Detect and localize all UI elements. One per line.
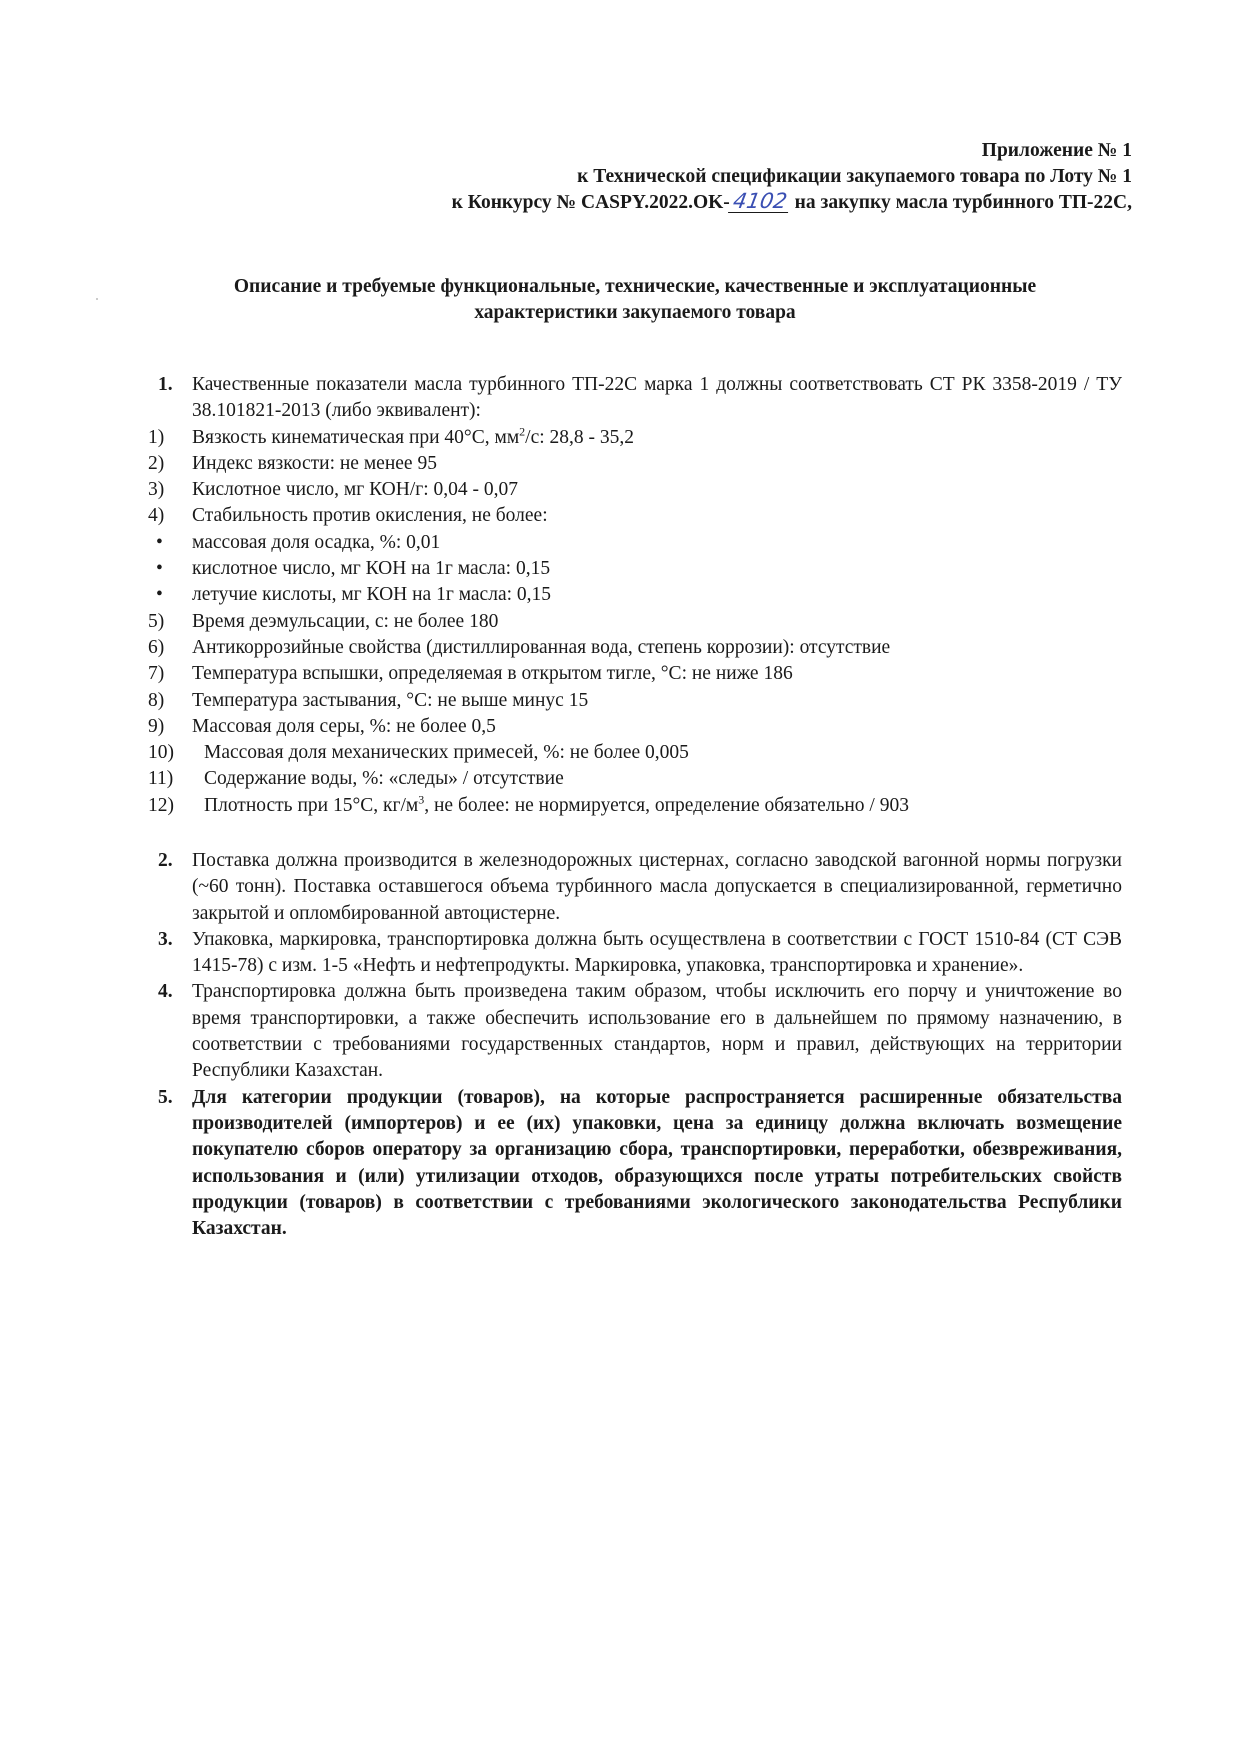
spec-text-main: Время деэмульсации, с: не более 180 (192, 610, 499, 632)
handwritten-number: 4102 (728, 190, 792, 213)
spec-text (192, 714, 1122, 740)
spec-number: 7) (148, 663, 165, 685)
header-line-2: к Технической спецификации закупаемого товара по Лоту № 1 (577, 166, 1132, 187)
spec-text (192, 477, 1122, 503)
spec-list (148, 740, 1122, 819)
bullet-list (148, 530, 1122, 609)
spec-list (148, 609, 1122, 740)
spec-text (192, 609, 1122, 635)
spec-text-main: Температура застывания, °С: не выше минус 15 (192, 689, 589, 711)
spec-superscript: 2 (519, 424, 526, 439)
list-item (148, 1085, 1122, 1243)
requirements-section (148, 848, 1122, 1242)
spec-item (148, 451, 1122, 477)
spec-text (204, 740, 1122, 766)
spec-item (148, 740, 1122, 766)
bullet-item (148, 556, 1122, 582)
bullet-text: летучие кислоты, мг КОН на 1г масла: 0,15 (192, 584, 552, 606)
item-text: Для категории продукции (товаров), на которые распространяется расширенные обязательства производителей (импортеров) и ее (их) упаковки, цена за единицу должна включать возмещение покупателю сборов оператору за организацию сбора, транспортировки, переработки, обезвреживания, использования и (или) утилизации отходов, образующихся после утраты потребительских свойств продукции (товаров) в соответствии с требованиями экологического законодательства Республики Казахстан. (192, 1086, 1122, 1240)
spec-list (148, 425, 1122, 530)
spec-text (192, 661, 1122, 687)
spec-number: 4) (148, 505, 165, 527)
spec-item (148, 793, 1122, 819)
spec-number: 10) (148, 742, 174, 764)
spec-item (148, 766, 1122, 792)
spec-number: 5) (148, 610, 165, 632)
spec-text-main: Массовая доля серы, %: не более 0,5 (192, 715, 496, 737)
item-number: 4. (158, 981, 173, 1003)
item-number: 5. (158, 1086, 173, 1108)
header-line-3-suffix: на закупку масла турбинного ТП-22С, (789, 192, 1132, 213)
spec-text-main: Кислотное число, мг КОН/г: 0,04 - 0,07 (192, 479, 519, 501)
spec-number: 12) (148, 794, 174, 816)
scan-speck (96, 298, 98, 300)
list-item (148, 848, 1122, 927)
spec-text-tail: /с: 28,8 - 35,2 (525, 426, 635, 448)
bullet-icon: • (156, 531, 163, 553)
spec-text-main: Индекс вязкости: не менее 95 (192, 452, 437, 474)
spec-text-tail: , не более: не нормируется, определение обязательно / 903 (424, 794, 909, 816)
spec-item (148, 477, 1122, 503)
spec-superscript: 3 (418, 792, 425, 807)
spec-item (148, 714, 1122, 740)
spec-text (192, 688, 1122, 714)
spec-number: 11) (148, 768, 174, 790)
bullet-text: кислотное число, мг КОН на 1г масла: 0,15 (192, 558, 551, 580)
spec-text-main: Антикоррозийные свойства (дистиллированная вода, степень коррозии): отсутствие (192, 636, 891, 658)
title-line-1: Описание и требуемые функциональные, технические, качественные и эксплуатационные (233, 276, 1037, 297)
item-text: Упаковка, маркировка, транспортировка должна быть осуществлена в соответствии с ГОСТ 1510-84 (СТ СЭВ 1415-78) с изм. 1-5 «Нефть и нефтепродукты. Маркировка, упаковка, транспортировка и хранение». (192, 928, 1122, 977)
spec-text (192, 503, 1122, 529)
spec-text (204, 766, 1122, 792)
spec-item (148, 425, 1122, 451)
header-line-1: Приложение № 1 (981, 140, 1132, 161)
header-line-3 (452, 190, 1132, 216)
bullet-text: массовая доля осадка, %: 0,01 (192, 531, 441, 553)
item-number: 2. (158, 850, 173, 871)
item-text: Поставка должна производится в железнодорожных цистернах, согласно заводской вагонной нормы погрузки (~60 тонн). Поставка оставшегося объема турбинного масла допускается в специализированной, герметично закрытой и опломбированной автоцистерне. (192, 850, 1122, 924)
spec-number: 8) (148, 689, 165, 711)
spec-text-main: Содержание воды, %: «следы» / отсутствие (204, 768, 564, 790)
title-line-2: характеристики закупаемого товара (474, 302, 796, 323)
bullet-icon: • (156, 558, 163, 580)
spec-number: 9) (148, 715, 165, 737)
spec-text (204, 793, 1122, 819)
item-number: 1. (158, 374, 173, 395)
spec-text-main: Вязкость кинематическая при 40°С, мм (192, 426, 520, 448)
spec-item (148, 503, 1122, 529)
spec-number: 2) (148, 452, 165, 474)
list-item (148, 372, 1122, 425)
spec-number: 1) (148, 426, 165, 448)
bullet-icon: • (156, 584, 163, 606)
list-item (148, 979, 1122, 1084)
bullet-item (148, 530, 1122, 556)
spec-item (148, 688, 1122, 714)
spec-text-main: Стабильность против окисления, не более: (192, 505, 548, 527)
item-number: 3. (158, 928, 173, 950)
item-text: Качественные показатели масла турбинного ТП-22С марка 1 должны соответствовать СТ РК 3358-2019 / ТУ 38.101821-2013 (либо эквивалент): (192, 374, 1122, 422)
spec-text-main: Плотность при 15°С, кг/м (204, 794, 419, 816)
spec-text-main: Массовая доля механических примесей, %: не более 0,005 (204, 742, 689, 764)
spec-text (192, 635, 1122, 661)
bullet-item (148, 582, 1122, 608)
spec-text (192, 451, 1122, 477)
header-line-3-prefix: к Конкурсу № CASPY.2022.OK- (451, 192, 730, 213)
spec-text-main: Температура вспышки, определяемая в открытом тигле, °С: не ниже 186 (192, 663, 793, 685)
spec-item (148, 635, 1122, 661)
list-item (148, 927, 1122, 980)
quality-section (148, 372, 1122, 819)
appendix-header (452, 138, 1132, 216)
spec-text (192, 425, 1122, 451)
spec-item (148, 609, 1122, 635)
item-text: Транспортировка должна быть произведена таким образом, чтобы исключить его порчу и уничтожение во время транспортировки, а также обеспечить использование его в дальнейшем по прямому назначению, в соответствии с требованиями государственных стандартов, норм и правил, действующих на территории Республики Казахстан. (192, 981, 1122, 1082)
document-title (140, 274, 1130, 326)
spec-number: 3) (148, 479, 165, 501)
spec-number: 6) (148, 636, 165, 658)
spec-item (148, 661, 1122, 687)
